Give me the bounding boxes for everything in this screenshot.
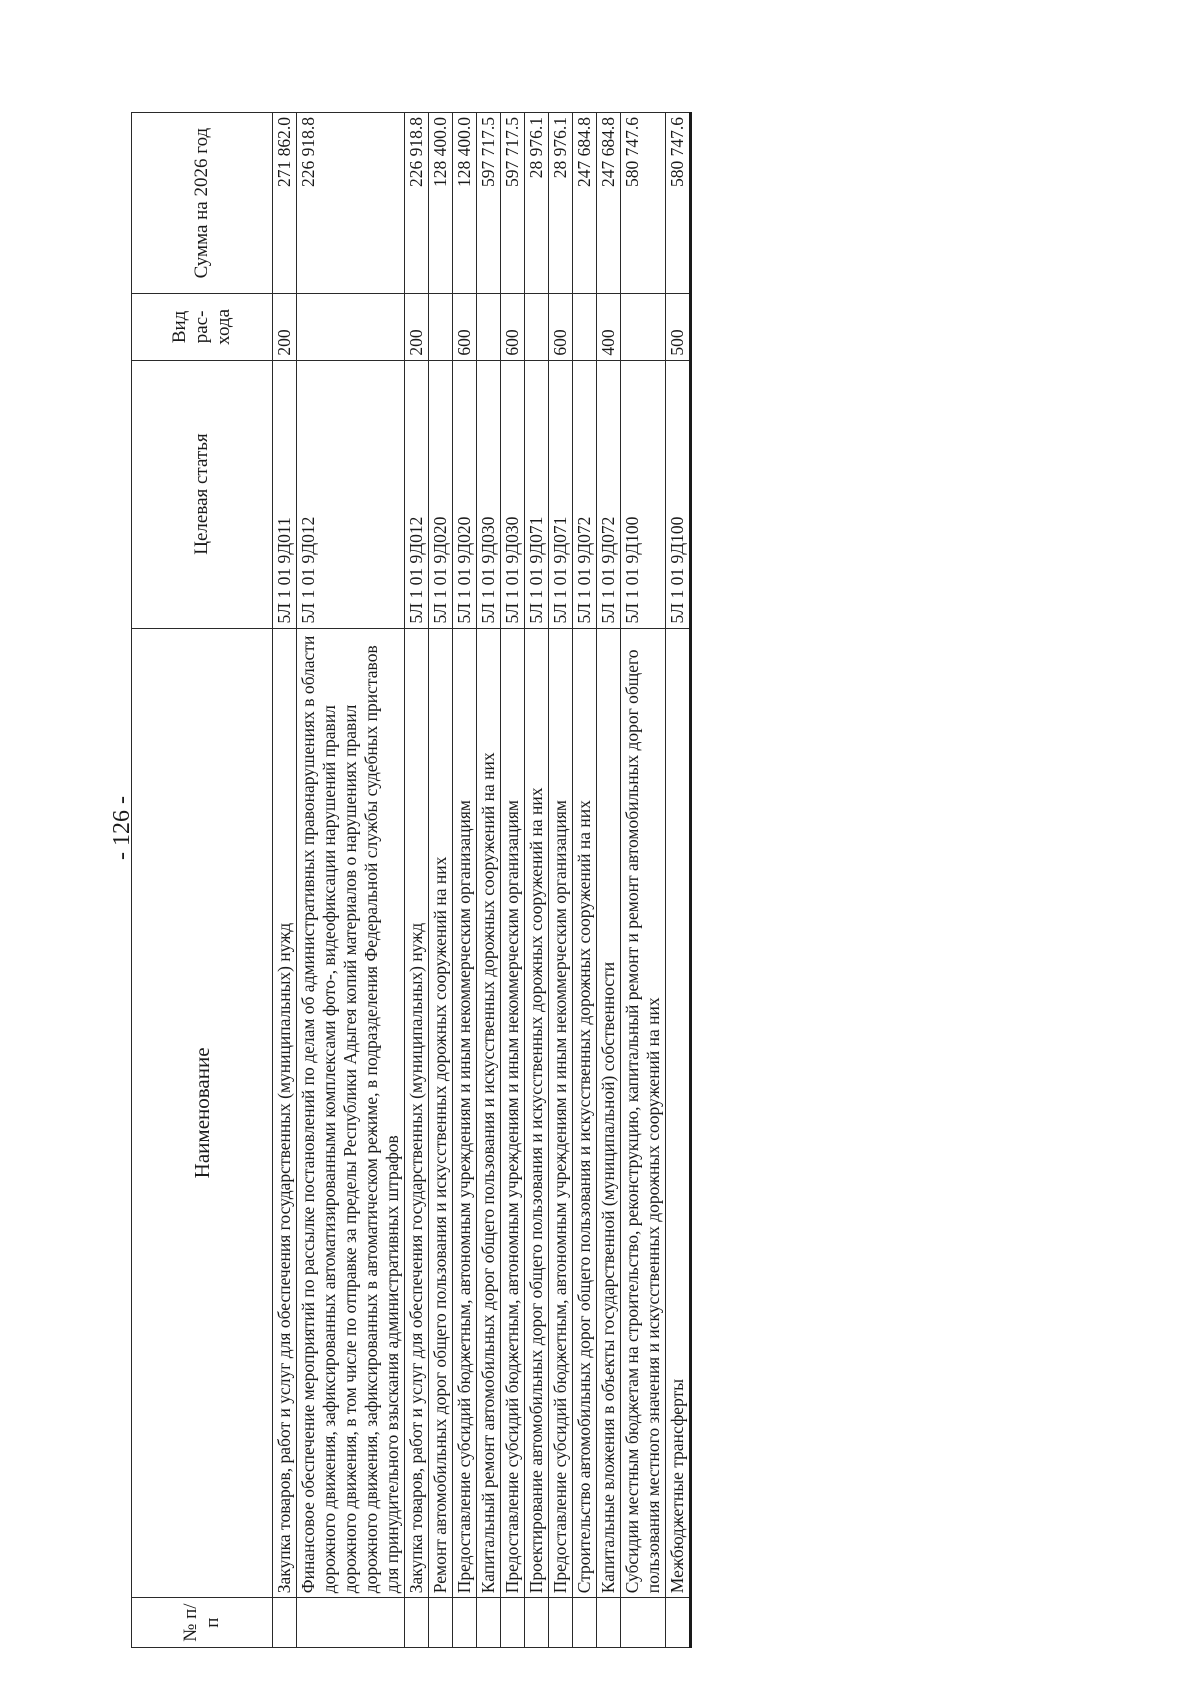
- row-type: [525, 294, 549, 360]
- table-body: [273, 113, 691, 1648]
- row-code: 5Л 1 01 9Д011: [273, 360, 297, 628]
- row-code: 5Л 1 01 9Д012: [405, 360, 429, 628]
- header-row: [132, 113, 273, 1648]
- row-type: [429, 294, 453, 360]
- table-row: [405, 113, 429, 1648]
- row-code: 5Л 1 01 9Д012: [297, 360, 405, 628]
- row-num: [273, 1598, 297, 1648]
- table-row: [501, 113, 525, 1648]
- row-sum: 247 684.8: [573, 113, 597, 294]
- row-num: [525, 1598, 549, 1648]
- budget-table: [131, 112, 692, 1648]
- row-name: Предоставление субсидий бюджетным, автономным учреждениям и иным некоммерческим организациям: [501, 628, 525, 1598]
- row-code: 5Л 1 01 9Д071: [525, 360, 549, 628]
- row-num: [405, 1598, 429, 1648]
- table-row: [429, 113, 453, 1648]
- row-sum: 226 918.8: [405, 113, 429, 294]
- row-num: [429, 1598, 453, 1648]
- row-name: Субсидии местным бюджетам на строительство, реконструкцию, капитальный ремонт и ремонт автомобильных дорог общего пользования местного значения и искусственных дорожных сооружений на них: [621, 628, 666, 1598]
- row-name: Финансовое обеспечение мероприятий по рассылке постановлений по делам об административных правонарушениях в области дорожного движения, зафиксированных автоматизированными комплексами фото-, видеофиксации нарушений правил дорожного движения, в том числе по отправке за пределы Республики Адыгея копий материалов о нарушениях правил дорожного движения, зафиксированных в автоматическом режиме, в подразделения Федеральной службы судебных приставов для принудительного взыскания административных штрафов: [297, 628, 405, 1598]
- row-code: 5Л 1 01 9Д072: [597, 360, 621, 628]
- row-sum: 597 717.5: [501, 113, 525, 294]
- row-sum: 580 747.6: [666, 113, 691, 294]
- row-num: [573, 1598, 597, 1648]
- table-row: [525, 113, 549, 1648]
- table-row: [573, 113, 597, 1648]
- header-type: Вид рас-хода: [132, 294, 273, 360]
- row-name: Предоставление субсидий бюджетным, автономным учреждениям и иным некоммерческим организациям: [549, 628, 573, 1598]
- table-row: [597, 113, 621, 1648]
- row-type: 200: [405, 294, 429, 360]
- row-name: Закупка товаров, работ и услуг для обеспечения государственных (муниципальных) нужд: [273, 628, 297, 1598]
- row-code: 5Л 1 01 9Д030: [501, 360, 525, 628]
- row-type: 600: [549, 294, 573, 360]
- row-num: [453, 1598, 477, 1648]
- row-sum: 271 862.0: [273, 113, 297, 294]
- row-code: 5Л 1 01 9Д100: [666, 360, 691, 628]
- row-num: [297, 1598, 405, 1648]
- row-num: [501, 1598, 525, 1648]
- header-code: Целевая статья: [132, 360, 273, 628]
- row-name: Ремонт автомобильных дорог общего пользования и искусственных дорожных сооружений на них: [429, 628, 453, 1598]
- row-name: Проектирование автомобильных дорог общего пользования и искусственных дорожных сооружений на них: [525, 628, 549, 1598]
- header-num: № п/п: [132, 1598, 273, 1648]
- row-code: 5Л 1 01 9Д071: [549, 360, 573, 628]
- row-num: [477, 1598, 501, 1648]
- table-row: [477, 113, 501, 1648]
- row-sum: 597 717.5: [477, 113, 501, 294]
- table-header: [132, 113, 273, 1648]
- row-name: Межбюджетные трансферты: [666, 628, 691, 1598]
- row-type: 200: [273, 294, 297, 360]
- row-type: 600: [453, 294, 477, 360]
- page-number: - 126 -: [109, 796, 135, 860]
- row-type: [621, 294, 666, 360]
- row-num: [549, 1598, 573, 1648]
- row-name: Предоставление субсидий бюджетным, автономным учреждениям и иным некоммерческим организациям: [453, 628, 477, 1598]
- row-sum: 28 976.1: [549, 113, 573, 294]
- table-row: [549, 113, 573, 1648]
- row-name: Капитальный ремонт автомобильных дорог общего пользования и искусственных дорожных сооружений на них: [477, 628, 501, 1598]
- row-type: 400: [597, 294, 621, 360]
- row-sum: 128 400.0: [453, 113, 477, 294]
- row-type: [573, 294, 597, 360]
- row-sum: 580 747.6: [621, 113, 666, 294]
- row-name: Закупка товаров, работ и услуг для обеспечения государственных (муниципальных) нужд: [405, 628, 429, 1598]
- row-code: 5Л 1 01 9Д100: [621, 360, 666, 628]
- row-code: 5Л 1 01 9Д020: [429, 360, 453, 628]
- row-type: 600: [501, 294, 525, 360]
- header-name: Наименование: [132, 628, 273, 1598]
- row-sum: 226 918.8: [297, 113, 405, 294]
- row-sum: 128 400.0: [429, 113, 453, 294]
- row-sum: 28 976.1: [525, 113, 549, 294]
- row-num: [621, 1598, 666, 1648]
- row-name: Строительство автомобильных дорог общего пользования и искусственных дорожных сооружений на них: [573, 628, 597, 1598]
- table-row: [453, 113, 477, 1648]
- table-row: [273, 113, 297, 1648]
- row-type: [477, 294, 501, 360]
- table-row: [621, 113, 666, 1648]
- rotated-page: [46, 55, 1146, 1648]
- table-row: [666, 113, 691, 1648]
- row-code: 5Л 1 01 9Д072: [573, 360, 597, 628]
- header-sum: Сумма на 2026 год: [132, 113, 273, 294]
- row-type: 500: [666, 294, 691, 360]
- row-type: [297, 294, 405, 360]
- row-code: 5Л 1 01 9Д030: [477, 360, 501, 628]
- row-num: [597, 1598, 621, 1648]
- row-name: Капитальные вложения в объекты государственной (муниципальной) собственности: [597, 628, 621, 1598]
- table-row: [297, 113, 405, 1648]
- row-code: 5Л 1 01 9Д020: [453, 360, 477, 628]
- row-num: [666, 1598, 691, 1648]
- row-sum: 247 684.8: [597, 113, 621, 294]
